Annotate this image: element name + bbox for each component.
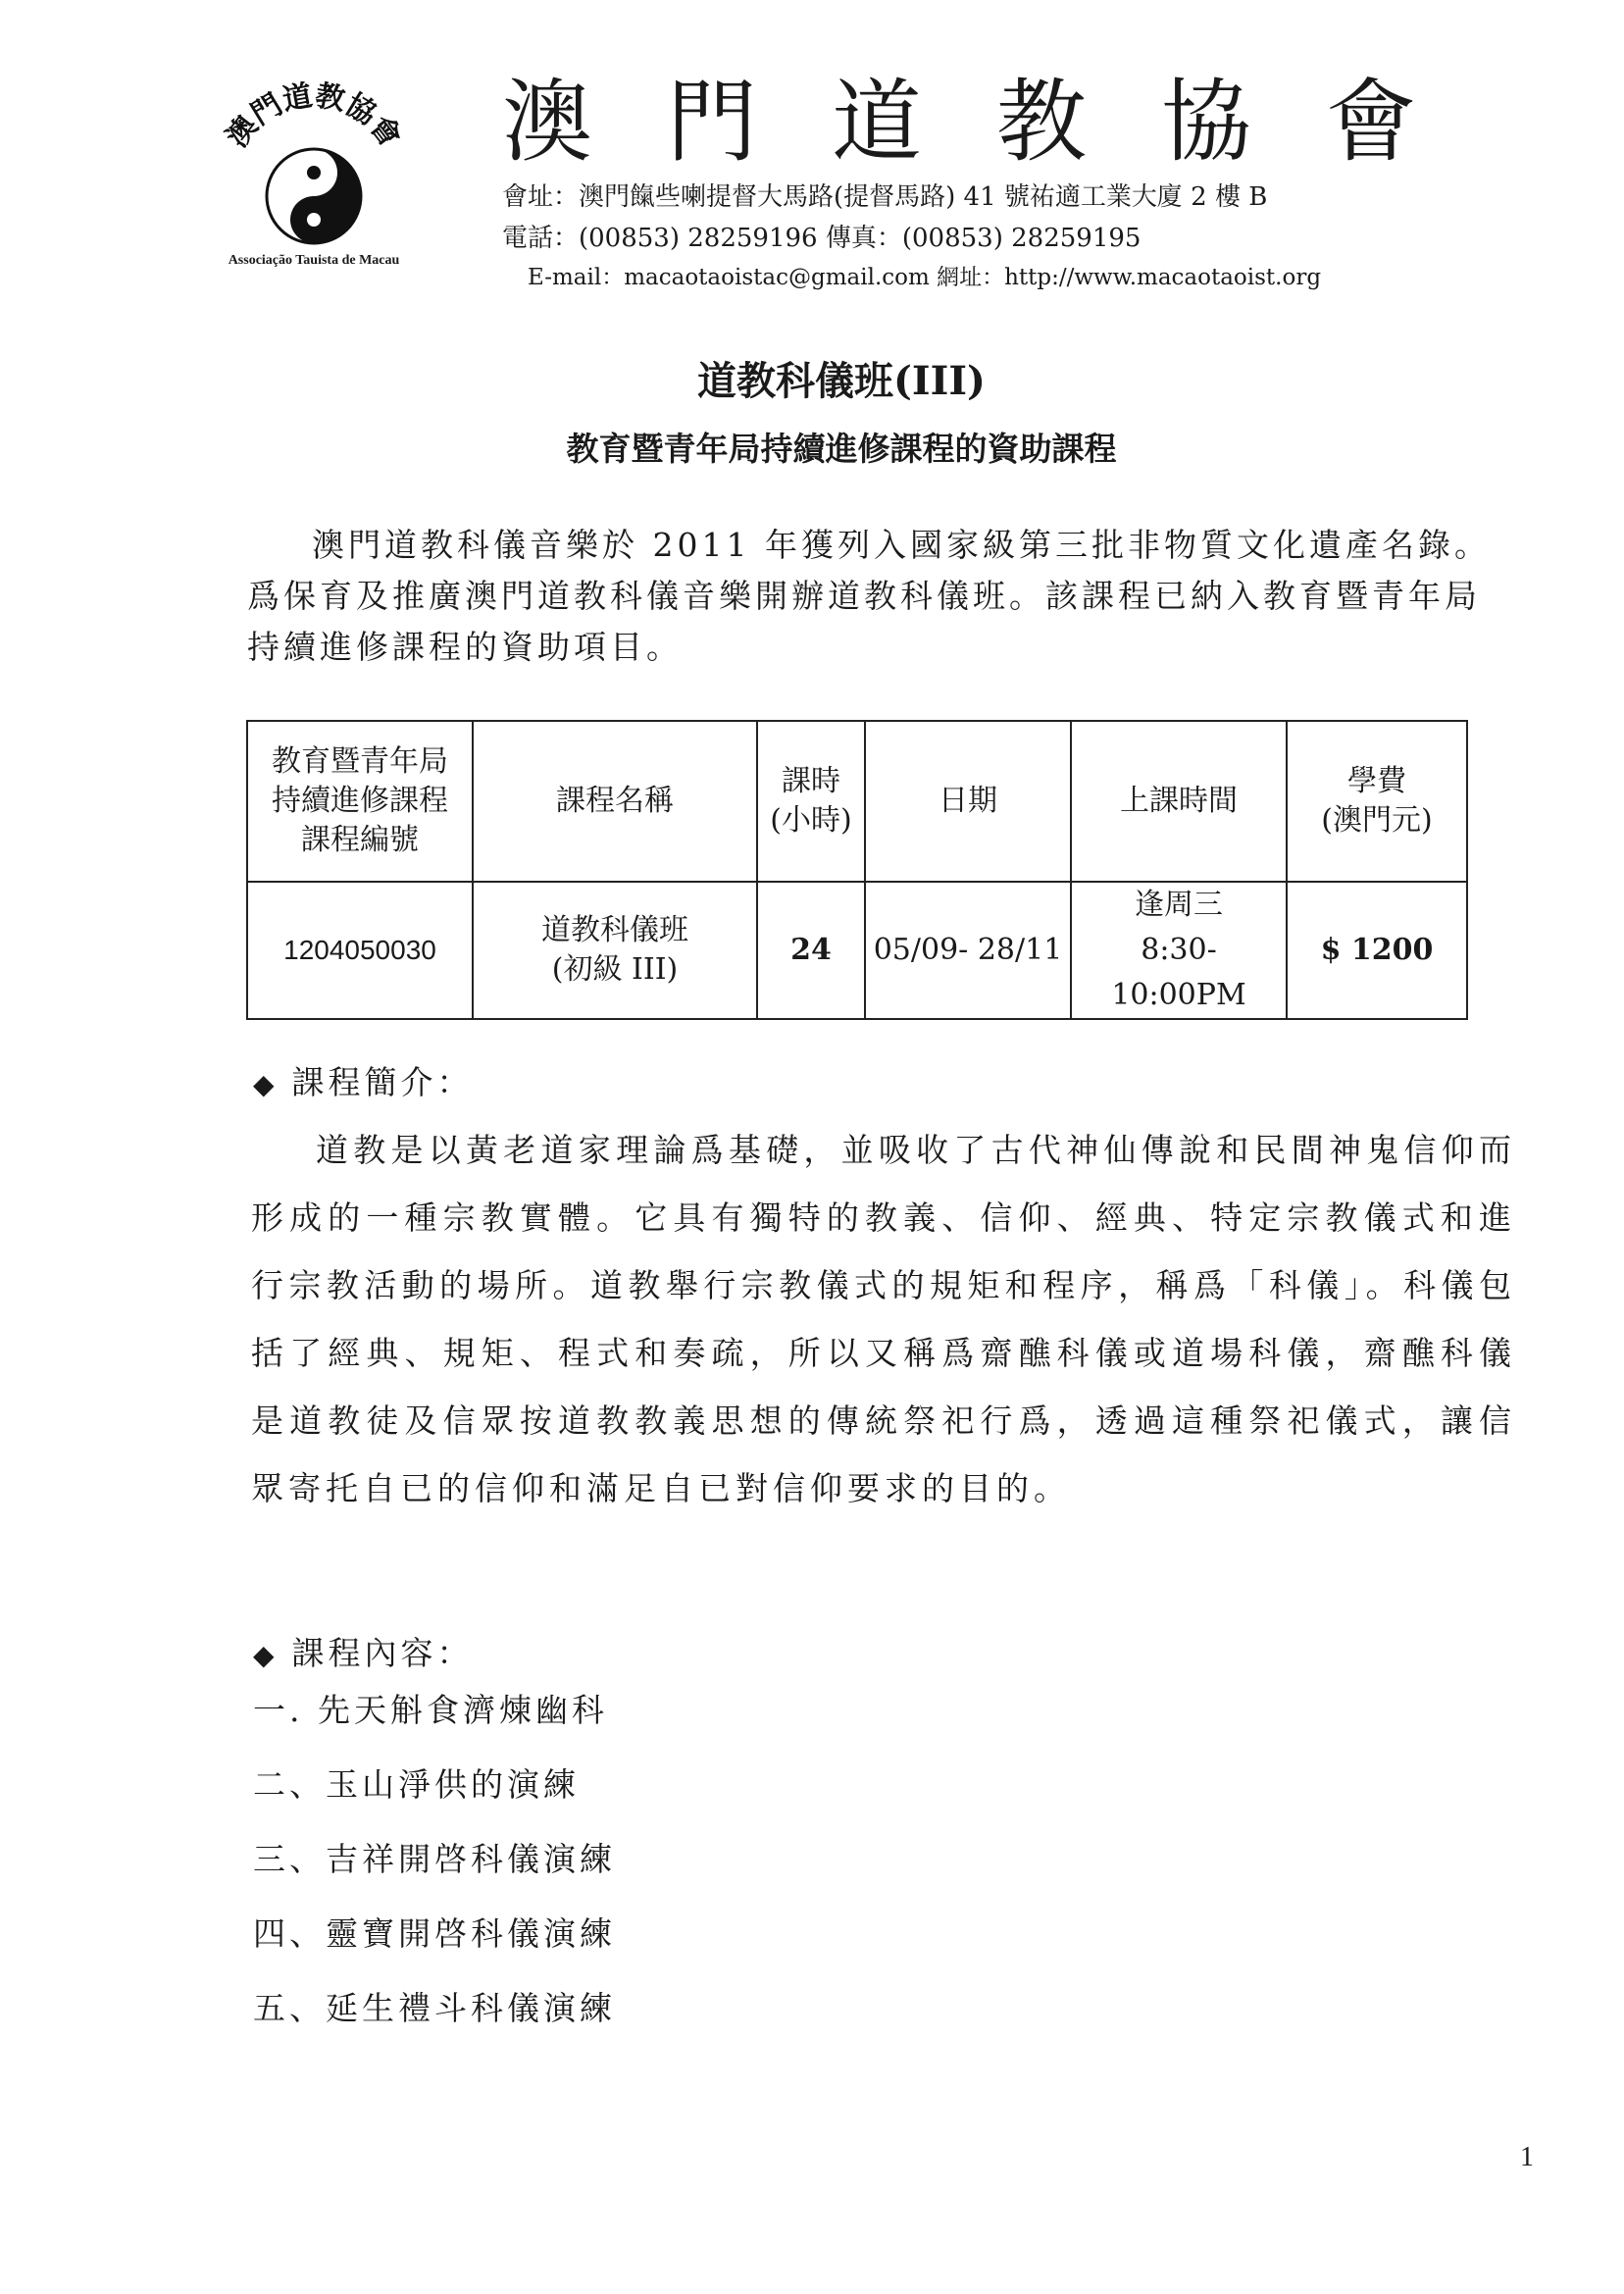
svg-text:澳門道教協會 — [220, 78, 407, 154]
list-item: 四、靈寶開啓科儀演練 — [253, 1914, 616, 1953]
header-class-time: 上課時間 — [1071, 721, 1287, 882]
header-code-line: 教育暨青年局 — [272, 744, 448, 779]
header-fee-line: (澳門元) — [1321, 803, 1433, 838]
course-content-list — [253, 1689, 616, 2062]
list-item: 二、玉山淨供的演練 — [253, 1765, 580, 1804]
logo-ring-text: 澳門道教協會 — [220, 78, 408, 154]
address-line: 會址：澳門餼些喇提督大馬路(提督馬路) 41 號祐適工業大廈 2 樓 B — [502, 182, 1268, 212]
header-hours-line: 課時 — [782, 764, 840, 798]
cell-hours: 24 — [757, 882, 865, 1019]
header-fee-line: 學費 — [1347, 764, 1406, 798]
header-hours — [757, 721, 865, 882]
heading-text: 課程簡介： — [291, 1063, 474, 1101]
document-title: 道教科儀班(III) — [697, 358, 986, 404]
cell-class-time — [1071, 882, 1287, 1019]
list-item: 三、吉祥開啓科儀演練 — [253, 1840, 616, 1878]
header-hours-line: (小時) — [770, 803, 852, 838]
course-table — [246, 720, 1468, 1020]
logo-caption: Associação Tauista de Macau — [228, 253, 400, 268]
header-course-name: 課程名稱 — [473, 721, 757, 882]
course-content-heading — [253, 1632, 474, 1677]
cell-date: 05/09- 28/11 — [865, 882, 1071, 1019]
course-name-line: (初級 III) — [551, 952, 679, 987]
course-name-line: 道教科儀班 — [541, 913, 688, 947]
header-date: 日期 — [865, 721, 1071, 882]
course-intro-heading — [253, 1061, 474, 1106]
intro-text: 澳門道教科儀音樂於 2011 年獲列入國家級第三批非物質文化遺產名錄。爲保育及推廣澳門道教科儀音樂開辦道教科儀班。該課程已納入教育暨青年局持續進修課程的資助項目。 — [247, 526, 1491, 666]
cell-course-code: 1204050030 — [247, 882, 473, 1019]
organization-name: 澳門道教協會 — [502, 70, 1492, 175]
table-header-row — [247, 721, 1467, 882]
header-code-line: 持續進修課程 — [272, 784, 448, 818]
header-code-line: 課程編號 — [301, 823, 419, 857]
diamond-bullet-icon: ◆ — [253, 1639, 279, 1671]
email-website-line: E-mail：macaotaoistac@gmail.com 網址：http://www.macaotaoist.org — [528, 265, 1322, 290]
class-time-line: 逢周三 — [1135, 888, 1223, 922]
course-intro-body — [251, 1116, 1516, 1522]
cell-fee: $ 1200 — [1287, 882, 1467, 1019]
cell-course-name — [473, 882, 757, 1019]
document-subtitle: 教育暨青年局持續進修課程的資助課程 — [566, 430, 1117, 468]
list-item: 五、延生禮斗科儀演練 — [253, 1989, 616, 2027]
course-intro-text: 道教是以黃老道家理論爲基礎，並吸收了古代神仙傳說和民間神鬼信仰而形成的一種宗教實體。它具有獨特的教義、信仰、經典、特定宗教儀式和進行宗教活動的場所。道教舉行宗教儀式的規矩和程序，稱爲「科儀」。科儀包括了經典、規矩、程式和奏疏，所以又稱爲齋醮科儀或道場科儀，齋醮科儀是道教徒及信眾按道教教義思想的傳統祭祀行爲，透過這種祭祀儀式，讓信眾寄托自已的信仰和滿足自已對信仰要求的目的。 — [251, 1131, 1516, 1507]
list-item: 一. 先天斛食濟煉幽科 — [253, 1691, 608, 1729]
header-fee — [1287, 721, 1467, 882]
intro-paragraph — [247, 520, 1512, 673]
header-course-code — [247, 721, 473, 882]
diamond-bullet-icon: ◆ — [253, 1068, 279, 1100]
phone-fax-line: 電話：(00853) 28259196 傳真：(00853) 28259195 — [502, 224, 1142, 253]
page-number: 1 — [1520, 2142, 1534, 2172]
table-row — [247, 882, 1467, 1019]
class-time-line: 8:30-10:00PM — [1111, 933, 1246, 1012]
heading-text: 課程內容： — [291, 1634, 474, 1672]
